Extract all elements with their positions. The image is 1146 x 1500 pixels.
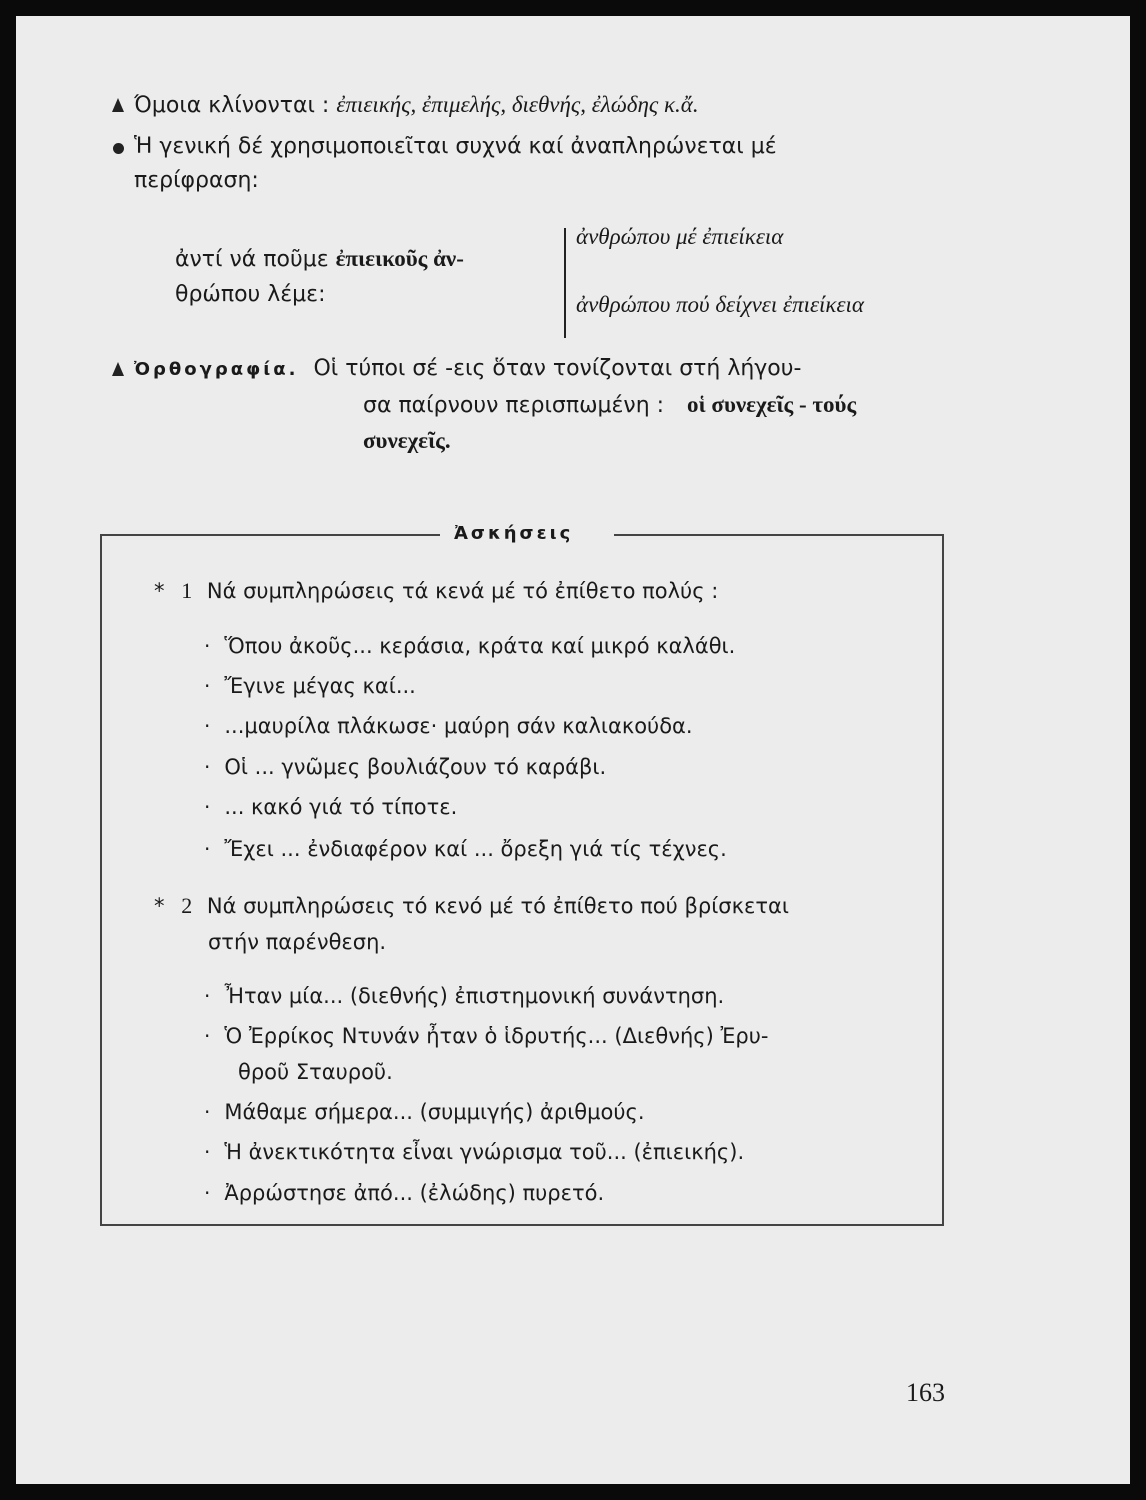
spelling-example-1: οἱ συνεχεῖς - τούς: [687, 392, 857, 417]
spelling-text-2: σα παίρνουν περισπωμένη :: [363, 393, 665, 418]
exercise-2-instruction-1: Νά συμπληρώσεις τό κενό μέ τό ἐπίθετο πού βρίσκεται: [206, 894, 789, 918]
instead-prefix: ἀντί νά ποῦμε: [175, 247, 336, 272]
list-item: · Ἔχει ... ἐνδιαφέρον καί ... ὄρεξη γιά τίς τέχνες.: [204, 837, 727, 861]
list-item: · Ἀρρώστησε ἀπό... (ἐλώδης) πυρετό.: [204, 1181, 605, 1205]
spelling-text-1: Οἱ τύποι σέ -εις ὅταν τονίζονται στή λήγου-: [313, 356, 802, 381]
alternative-phrase-2: ἀνθρώπου πού δείχνει ἐπιείκεια: [576, 292, 864, 317]
list-item: · ...μαυρίλα πλάκωσε· μαύρη σάν καλιακούδα.: [204, 714, 693, 738]
list-item: · Ἦταν μία... (διεθνής) ἐπιστημονική συνάντηση.: [204, 984, 725, 1008]
instead-bold-word: ἐπιεικοῦς ἀν-: [335, 246, 464, 271]
spelling-line-2: [363, 390, 856, 421]
list-item: · ... κακό γιά τό τίποτε.: [204, 795, 458, 819]
exercises-heading: Ἀσκήσεις: [454, 523, 574, 544]
exercise-2-star: *: [154, 894, 165, 918]
box-top-rule-left: [100, 534, 440, 536]
alternative-phrase-1: ἀνθρώπου μέ ἐπιείκεια: [576, 224, 784, 249]
exercise-2-instruction-line-2: στήν παρένθεση.: [208, 930, 387, 954]
spelling-line-1: [134, 354, 801, 385]
exercise-1-star: *: [154, 579, 165, 603]
genitive-line-1: Ἡ γενική δέ χρησιμοποιεῖται συχνά καί ἀναπληρώνεται μέ: [134, 134, 777, 159]
list-item: · Ὁ Ἐρρίκος Ντυνάν ἦταν ὁ ἱδρυτής... (Διεθνής) Ἐρυ-: [204, 1024, 769, 1048]
instead-line-2: θρώπου λέμε:: [175, 282, 326, 307]
list-item: · Ἡ ἀνεκτικότητα εἶναι γνώρισμα τοῦ... (ἐπιεικής).: [204, 1140, 745, 1164]
exercise-2-number: 2: [181, 893, 193, 918]
spelling-label: Ὀρθογραφία.: [134, 359, 299, 380]
similar-examples: ἐπιεικής, ἐπιμελής, διεθνής, ἐλώδης κ.ἄ.: [336, 92, 699, 117]
exercise-2-instruction-line-1: [154, 891, 789, 921]
list-item: · Ὅπου ἀκοῦς... κεράσια, κράτα καί μικρό καλάθι.: [204, 634, 736, 658]
instead-line-1: [175, 244, 464, 275]
triangle-marker-icon: [112, 362, 124, 376]
list-item-continuation: θροῦ Σταυροῦ.: [238, 1060, 393, 1084]
document-page: [16, 16, 1130, 1484]
bullet-dot-icon: [113, 143, 124, 154]
brace-divider: [564, 228, 566, 338]
exercise-1-instruction: Νά συμπληρώσεις τά κενά μέ τό ἐπίθετο πολύς :: [206, 579, 719, 603]
list-item: · Μάθαμε σήμερα... (συμμιγής) ἀριθμούς.: [204, 1100, 645, 1124]
page-number: 163: [906, 1378, 945, 1407]
exercise-1-number: 1: [181, 578, 193, 603]
exercise-1-instruction-line: [154, 576, 718, 606]
spelling-example-2: συνεχεῖς.: [363, 428, 451, 453]
list-item: · Οἱ ... γνῶμες βουλιάζουν τό καράβι.: [204, 755, 607, 779]
similar-intro: Όμοια κλίνονται :: [134, 93, 330, 118]
triangle-marker-icon: [112, 98, 124, 112]
list-item: · Ἔγινε μέγας καί...: [204, 674, 416, 698]
genitive-line-2: περίφραση:: [134, 168, 259, 193]
similar-declension-line: [134, 90, 699, 121]
box-top-rule-right: [614, 534, 942, 536]
